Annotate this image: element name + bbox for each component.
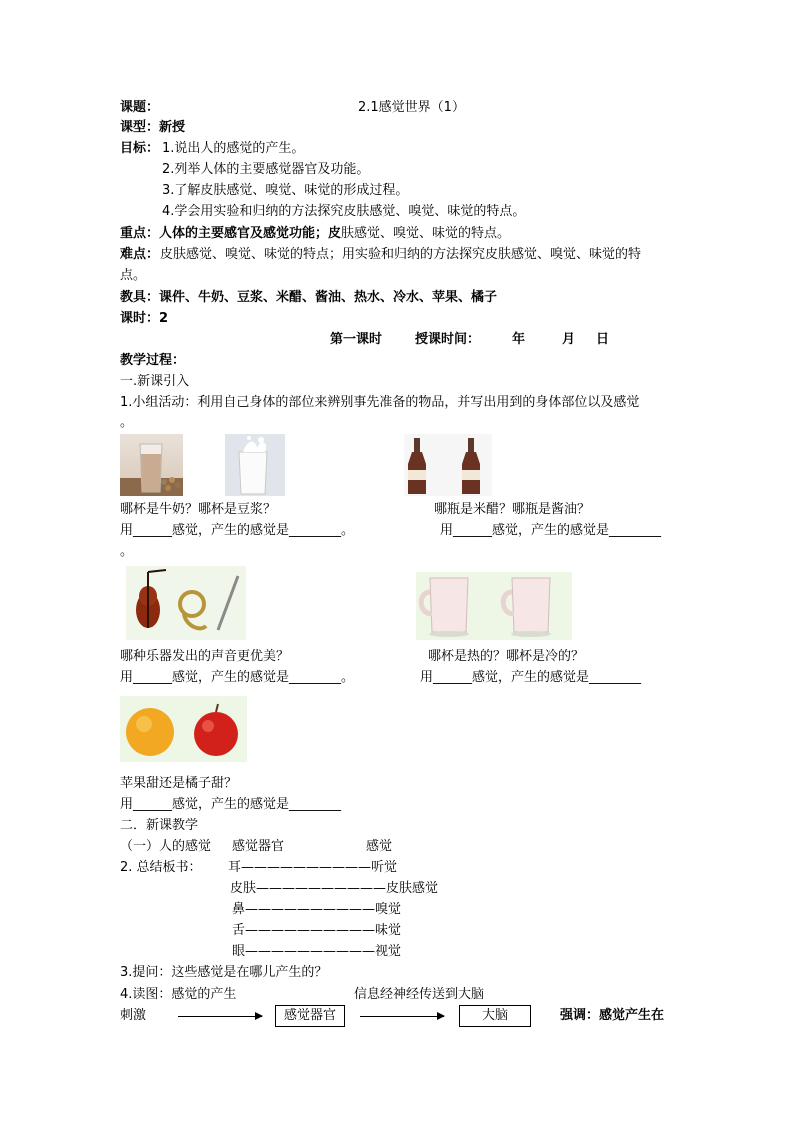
summary-sense: 味觉	[375, 923, 402, 938]
activity-line1: 1.小组活动：利用自己身体的部位来辨别事先准备的物品，并写出用到的身体部位以及感觉	[120, 395, 640, 410]
col-sense: 感觉	[366, 839, 393, 854]
topic-label: 课题：	[120, 100, 160, 115]
stimulus-label: 刺激	[120, 1008, 147, 1023]
intro-heading: 一.新课引入	[120, 374, 190, 389]
brain-box: 大脑	[459, 1005, 531, 1027]
summary-sense: 视觉	[375, 944, 402, 959]
topic-title: 2.1感觉世界（1）	[358, 100, 465, 115]
key-points-bold: 重点：人体的主要感官及感觉功能；皮	[120, 226, 342, 241]
lesson-type: 课型：新授	[120, 120, 186, 135]
arrow-to-brain	[360, 1016, 444, 1017]
summary-dash: ——————————	[245, 944, 376, 959]
key-points-rest: 肤感觉、嗅觉、味觉的特点。	[341, 226, 511, 241]
goal-2: 2.列举人体的主要感觉器官及功能。	[162, 162, 370, 177]
q-milk-fill[interactable]: 用______感觉，产生的感觉是________。	[120, 523, 355, 538]
summary-row	[228, 858, 397, 878]
summary-organ: 眼	[232, 944, 246, 959]
instruments-image	[126, 566, 246, 640]
difficulty-line2: 点。	[120, 268, 147, 283]
summary-row	[232, 942, 401, 962]
section-1: （一）人的感觉	[120, 839, 212, 854]
col-organ: 感觉器官	[232, 839, 285, 854]
q-fruit-fill[interactable]: 用______感觉，产生的感觉是________	[120, 797, 342, 812]
question-3: 3.提问：这些感觉是在哪儿产生的？	[120, 965, 328, 980]
teach-time: 授课时间：	[415, 332, 481, 347]
q-bottle: 哪瓶是米醋？哪瓶是酱油？	[434, 502, 591, 517]
summary-sense: 皮肤感觉	[386, 881, 439, 896]
bottles-image	[404, 434, 492, 496]
activity-line2: 。	[120, 415, 134, 430]
process-title: 教学过程：	[120, 353, 186, 368]
fruit-image	[120, 696, 247, 762]
summary-sense: 嗅觉	[375, 902, 402, 917]
arrow-to-organ	[178, 1016, 262, 1017]
goal-3: 3.了解皮肤感觉、嗅觉、味觉的形成过程。	[162, 183, 409, 198]
emphasis: 强调：感觉产生在	[560, 1008, 665, 1023]
summary-dash: ——————————	[245, 923, 376, 938]
goals-label: 目标：	[120, 141, 160, 156]
goal-4: 4.学会用实验和归纳的方法探究皮肤感觉、嗅觉、味觉的特点。	[162, 204, 526, 219]
q-cup: 哪杯是热的？哪杯是冷的？	[428, 649, 585, 664]
q-bottle-fill[interactable]: 用______感觉，产生的感觉是________	[440, 523, 662, 538]
key-points	[120, 224, 510, 244]
summary-sense: 听觉	[371, 860, 398, 875]
difficulty-line1: 皮肤感觉、嗅觉、味觉的特点；用实验和归纳的方法探究皮肤感觉、嗅觉、味觉的特	[160, 247, 642, 262]
summary-row	[230, 879, 438, 899]
summary-row	[232, 900, 401, 920]
summary-organ: 耳	[228, 860, 242, 875]
summary-organ: 鼻	[232, 902, 246, 917]
q-music-fill[interactable]: 用______感觉，产生的感觉是________。	[120, 670, 355, 685]
class-hours: 课时：2	[120, 311, 169, 326]
milk-splash-image	[225, 434, 285, 496]
nerve-note: 信息经神经传送到大脑	[354, 987, 485, 1002]
summary-organ: 皮肤	[230, 881, 257, 896]
difficulty-label: 难点：	[120, 247, 160, 262]
year: 年	[512, 332, 526, 347]
q-bottle-end: 。	[120, 544, 134, 559]
month: 月	[562, 332, 576, 347]
summary-organ: 舌	[232, 923, 246, 938]
q-music: 哪种乐器发出的声音更优美？	[120, 649, 290, 664]
summary-dash: ——————————	[256, 881, 387, 896]
q-cup-fill[interactable]: 用______感觉，产生的感觉是________	[420, 670, 642, 685]
summary-dash: ——————————	[241, 860, 372, 875]
day: 日	[596, 332, 610, 347]
session: 第一课时	[330, 332, 383, 347]
teaching-tools: 教具：课件、牛奶、豆浆、米醋、酱油、热水、冷水、苹果、橘子	[120, 290, 498, 305]
summary-row	[232, 921, 401, 941]
q-fruit: 苹果甜还是橘子甜？	[120, 776, 238, 791]
summary-label: 2. 总结板书：	[120, 860, 202, 875]
new-lesson-heading: 二．新课教学	[120, 818, 199, 833]
cups-image	[416, 572, 572, 640]
summary-dash: ——————————	[245, 902, 376, 917]
soy-milk-image	[120, 434, 183, 496]
sense-organ-box: 感觉器官	[275, 1005, 345, 1027]
goal-1: 1.说出人的感觉的产生。	[162, 141, 305, 156]
question-4: 4.读图：感觉的产生	[120, 987, 237, 1002]
q-milk: 哪杯是牛奶？哪杯是豆浆？	[120, 502, 277, 517]
